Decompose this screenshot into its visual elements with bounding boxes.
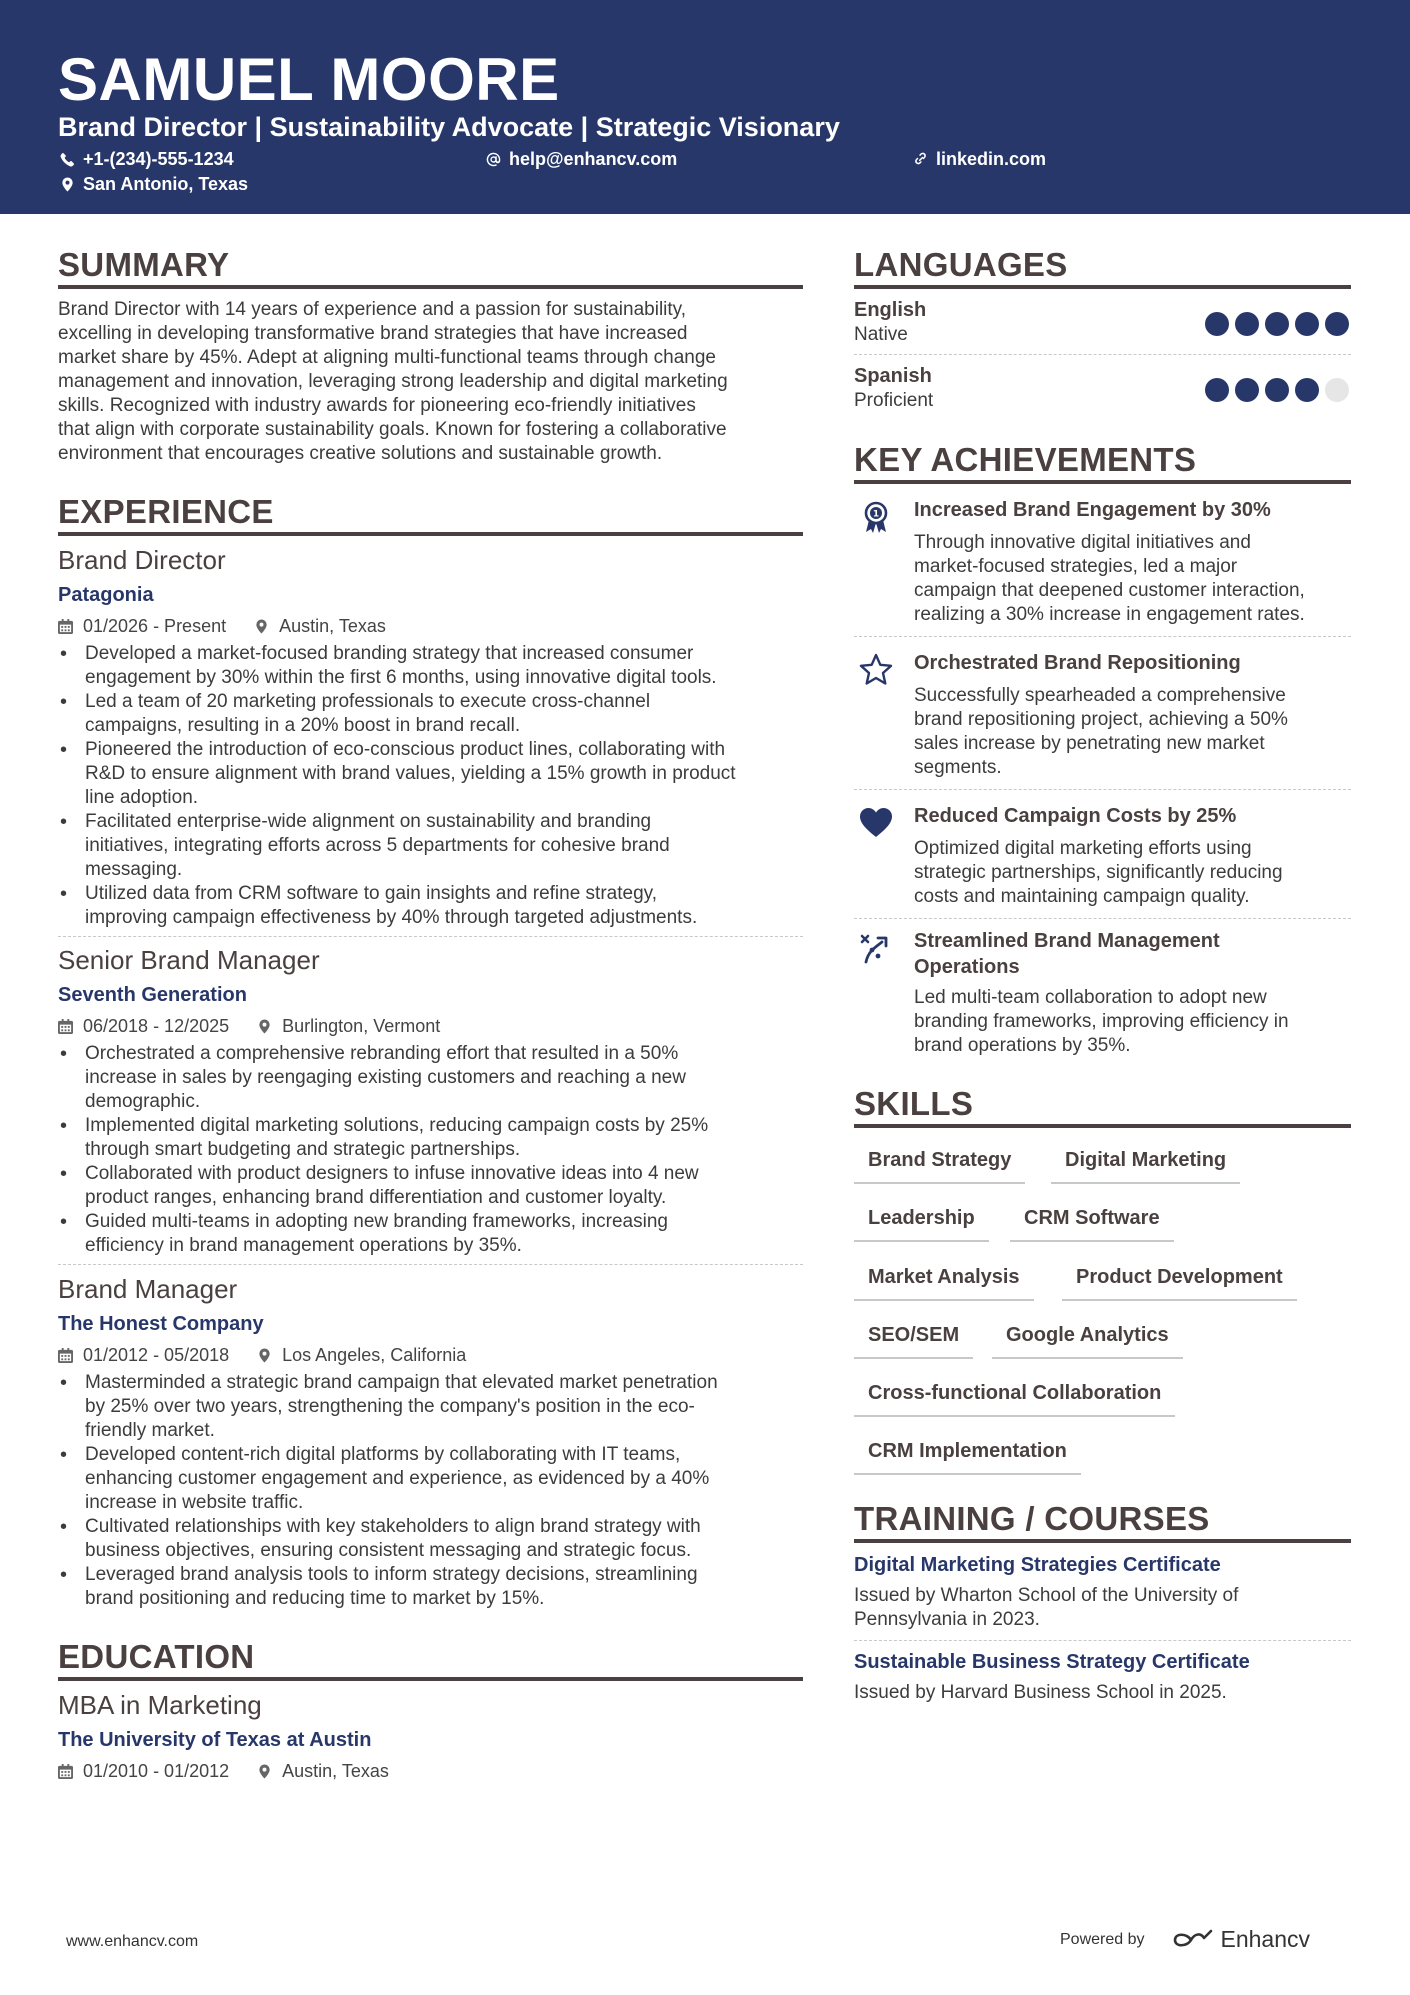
summary-line: skills. Recognized with industry awards for pioneering eco-friendly initiatives bbox=[58, 395, 696, 416]
education-meta bbox=[58, 1759, 803, 1783]
rating-dot-filled bbox=[1325, 312, 1349, 336]
training-heading: TRAINING / COURSES bbox=[854, 1500, 1210, 1537]
phone-icon bbox=[60, 152, 75, 167]
language-level: Proficient bbox=[854, 390, 934, 411]
job-dates: 01/2026 - Present bbox=[83, 616, 227, 636]
contact-email[interactable] bbox=[486, 147, 677, 171]
language-rating bbox=[1205, 312, 1349, 336]
achievement-item bbox=[854, 650, 1351, 790]
skill-tag: Cross-functional Collaboration bbox=[854, 1380, 1175, 1417]
bullet-item: • Pioneered the introduction of eco-conscious product lines, collaborating with R&D to ensure alignment with brand values, yielding a 15% growth in product line adoption. bbox=[58, 738, 803, 810]
calendar-icon bbox=[58, 1764, 73, 1779]
bullet-item: • Collaborated with product designers to infuse innovative ideas into 4 new product ranges, enhancing brand differentiation and customer loyalty. bbox=[58, 1162, 803, 1210]
brand-text: Enhancv bbox=[1220, 1926, 1311, 1952]
summary-text bbox=[58, 298, 803, 466]
skills-rule bbox=[854, 1124, 1351, 1128]
achievement-item bbox=[854, 497, 1351, 637]
summary-line: environment that encourages creative solutions and sustainable growth. bbox=[58, 443, 663, 464]
linkedin-text: linkedin.com bbox=[936, 149, 1047, 169]
job-location bbox=[257, 1343, 466, 1367]
job-bullets bbox=[58, 1371, 803, 1611]
course-desc: Issued by Wharton School of the University of Pennsylvania in 2023. bbox=[854, 1585, 1239, 1630]
strategy-icon bbox=[854, 930, 898, 970]
rating-dot-filled bbox=[1235, 378, 1259, 402]
achievement-title: Reduced Campaign Costs by 25% bbox=[914, 805, 1237, 827]
calendar-icon bbox=[58, 1348, 73, 1363]
job-entry bbox=[58, 544, 803, 937]
rating-dot-filled bbox=[1205, 378, 1229, 402]
course-title: Sustainable Business Strategy Certificate bbox=[854, 1651, 1250, 1673]
skills-heading: SKILLS bbox=[854, 1085, 974, 1122]
summary-heading: SUMMARY bbox=[58, 246, 230, 283]
summary-line: Brand Director with 14 years of experience and a passion for sustainability, bbox=[58, 299, 687, 320]
achievement-desc: Successfully spearheaded a comprehensive brand repositioning project, achieving a 50% sales increase by penetrating new market segments. bbox=[914, 685, 1288, 778]
skill-tag: Brand Strategy bbox=[854, 1147, 1025, 1184]
language-item bbox=[854, 297, 1351, 355]
achievement-title: Increased Brand Engagement by 30% bbox=[914, 499, 1271, 521]
skill-tag: Product Development bbox=[1062, 1264, 1297, 1301]
languages-rule bbox=[854, 285, 1351, 289]
skill-tag: Digital Marketing bbox=[1051, 1147, 1240, 1184]
calendar-icon bbox=[58, 619, 73, 634]
job-location-text: Austin, Texas bbox=[279, 616, 386, 636]
achievement-desc: Optimized digital marketing efforts using strategic partnerships, significantly reducing costs and maintaining campaign quality. bbox=[914, 838, 1283, 907]
achievement-desc: Through innovative digital initiatives and market-focused strategies, led a major campaign that deepened customer interaction, realizing a 30% increase in engagement rates. bbox=[914, 532, 1305, 625]
rating-dot-filled bbox=[1295, 312, 1319, 336]
bullet-item: • Masterminded a strategic brand campaign that elevated market penetration by 25% over two years, strengthening the company's position in the eco- friendly market. bbox=[58, 1371, 803, 1443]
experience-heading: EXPERIENCE bbox=[58, 493, 274, 530]
education-entry bbox=[58, 1689, 803, 1783]
summary-line: excelling in developing transformative brand strategies that have increased bbox=[58, 323, 688, 344]
job-company: Patagonia bbox=[58, 584, 154, 606]
summary-line: market share by 45%. Adept at aligning multi-functional teams through change bbox=[58, 347, 716, 368]
job-role: Brand Director bbox=[58, 545, 226, 575]
location-pin-icon bbox=[257, 1348, 272, 1363]
location-pin-icon bbox=[257, 1764, 272, 1779]
powered-by-text: Powered by bbox=[1060, 1930, 1145, 1948]
footer-branding bbox=[1060, 1926, 1310, 1953]
skill-tag: SEO/SEM bbox=[854, 1322, 973, 1359]
job-entry bbox=[58, 1273, 803, 1611]
education-location-text: Austin, Texas bbox=[282, 1761, 389, 1781]
achievement-item bbox=[854, 803, 1351, 919]
job-location bbox=[254, 614, 386, 638]
job-location-text: Burlington, Vermont bbox=[282, 1016, 441, 1036]
heart-icon bbox=[854, 805, 898, 845]
link-icon bbox=[913, 152, 928, 167]
language-level: Native bbox=[854, 324, 908, 345]
job-meta bbox=[58, 1014, 803, 1038]
education-school: The University of Texas at Austin bbox=[58, 1729, 372, 1751]
calendar-icon bbox=[58, 1019, 73, 1034]
job-meta bbox=[58, 614, 803, 638]
rating-dot-filled bbox=[1295, 378, 1319, 402]
training-rule bbox=[854, 1539, 1351, 1543]
language-name: English bbox=[854, 299, 927, 321]
job-company: The Honest Company bbox=[58, 1313, 264, 1335]
location-text: San Antonio, Texas bbox=[83, 174, 249, 194]
rating-dot-filled bbox=[1265, 378, 1289, 402]
job-location bbox=[257, 1014, 440, 1038]
job-dates: 01/2012 - 05/2018 bbox=[83, 1345, 230, 1365]
location-pin-icon bbox=[254, 619, 269, 634]
candidate-title: Brand Director | Sustainability Advocate | Strategic Visionary bbox=[58, 112, 840, 142]
contact-location bbox=[60, 172, 248, 196]
award-ribbon-icon bbox=[854, 499, 898, 539]
job-meta bbox=[58, 1343, 803, 1367]
training-item bbox=[854, 1552, 1351, 1641]
bullet-item: • Utilized data from CRM software to gain insights and refine strategy, improving campaign effectiveness by 40% through targeted adjustments. bbox=[58, 882, 803, 930]
contact-phone[interactable] bbox=[60, 147, 234, 171]
training-item bbox=[854, 1649, 1351, 1705]
language-item bbox=[854, 363, 1351, 423]
bullet-item: • Leveraged brand analysis tools to inform strategy decisions, streamlining brand positioning and reducing time to market by 15%. bbox=[58, 1563, 803, 1611]
course-title: Digital Marketing Strategies Certificate bbox=[854, 1554, 1221, 1576]
education-dates: 01/2010 - 01/2012 bbox=[83, 1761, 230, 1781]
job-entry bbox=[58, 944, 803, 1265]
footer-website[interactable]: www.enhancv.com bbox=[66, 1933, 199, 1950]
bullet-item: • Orchestrated a comprehensive rebranding effort that resulted in a 50% increase in sales by reengaging existing customers and reaching a new demographic. bbox=[58, 1042, 803, 1114]
education-location bbox=[257, 1759, 389, 1783]
enhancv-logo[interactable] bbox=[1171, 1926, 1311, 1953]
skill-tag: Market Analysis bbox=[854, 1264, 1034, 1301]
rating-dot-filled bbox=[1235, 312, 1259, 336]
achievement-desc: Led multi-team collaboration to adopt new branding frameworks, improving efficiency in brand operations by 35%. bbox=[914, 987, 1289, 1056]
course-desc: Issued by Harvard Business School in 2025. bbox=[854, 1682, 1227, 1703]
skill-tag: CRM Software bbox=[1010, 1205, 1174, 1242]
job-role: Senior Brand Manager bbox=[58, 945, 320, 975]
job-company: Seventh Generation bbox=[58, 984, 247, 1006]
enhancv-logo-icon bbox=[1171, 1929, 1215, 1951]
summary-rule bbox=[58, 285, 803, 289]
languages-heading: LANGUAGES bbox=[854, 246, 1068, 283]
email-text: help@enhancv.com bbox=[509, 149, 678, 169]
skill-tag: Leadership bbox=[854, 1205, 989, 1242]
bullet-item: • Developed content-rich digital platforms by collaborating with IT teams, enhancing customer engagement and experience, as evidenced by a 40% increase in website traffic. bbox=[58, 1443, 803, 1515]
job-bullets bbox=[58, 1042, 803, 1258]
job-dates: 06/2018 - 12/2025 bbox=[83, 1016, 230, 1036]
at-icon bbox=[486, 152, 501, 167]
star-icon bbox=[854, 652, 898, 692]
rating-dot-filled bbox=[1265, 312, 1289, 336]
bullet-item: • Led a team of 20 marketing professionals to execute cross-channel campaigns, resulting in a 20% boost in brand recall. bbox=[58, 690, 803, 738]
bullet-item: • Facilitated enterprise-wide alignment on sustainability and branding initiatives, integrating efforts across 5 departments for cohesive brand messaging. bbox=[58, 810, 803, 882]
bullet-item: • Implemented digital marketing solutions, reducing campaign costs by 25% through smart budgeting and strategic partnerships. bbox=[58, 1114, 803, 1162]
achievements-rule bbox=[854, 480, 1351, 484]
skill-tag: CRM Implementation bbox=[854, 1438, 1081, 1475]
bullet-item: • Developed a market-focused branding strategy that increased consumer engagement by 30% within the first 6 months, using innovative digital tools. bbox=[58, 642, 803, 690]
education-rule bbox=[58, 1677, 803, 1681]
svg-text:1: 1 bbox=[872, 509, 880, 520]
language-name: Spanish bbox=[854, 365, 932, 387]
education-heading: EDUCATION bbox=[58, 1638, 255, 1675]
rating-dot-empty bbox=[1325, 378, 1349, 402]
phone-text: +1-(234)-555-1234 bbox=[83, 149, 234, 169]
achievement-item bbox=[854, 928, 1351, 1068]
summary-line: that align with corporate sustainability goals. Known for fostering a collaborative bbox=[58, 419, 727, 440]
summary-line: management and innovation, leveraging strong leadership and digital marketing bbox=[58, 371, 728, 392]
achievement-title: Streamlined Brand Management Operations bbox=[914, 930, 1220, 978]
job-role: Brand Manager bbox=[58, 1274, 238, 1304]
experience-rule bbox=[58, 532, 803, 536]
candidate-name: SAMUEL MOORE bbox=[58, 46, 560, 113]
education-degree: MBA in Marketing bbox=[58, 1690, 262, 1720]
location-pin-icon bbox=[257, 1019, 272, 1034]
achievement-title: Orchestrated Brand Repositioning bbox=[914, 652, 1241, 674]
contact-linkedin[interactable] bbox=[913, 147, 1046, 171]
skill-tag: Google Analytics bbox=[992, 1322, 1183, 1359]
achievements-heading: KEY ACHIEVEMENTS bbox=[854, 441, 1197, 478]
job-bullets bbox=[58, 642, 803, 930]
rating-dot-filled bbox=[1205, 312, 1229, 336]
bullet-item: • Cultivated relationships with key stakeholders to align brand strategy with business objectives, ensuring consistent messaging and strategic focus. bbox=[58, 1515, 803, 1563]
resume-header bbox=[0, 0, 1410, 214]
job-location-text: Los Angeles, California bbox=[282, 1345, 467, 1365]
language-rating bbox=[1205, 378, 1349, 402]
bullet-item: • Guided multi-teams in adopting new branding frameworks, increasing efficiency in brand management operations by 35%. bbox=[58, 1210, 803, 1258]
location-pin-icon bbox=[60, 177, 75, 192]
